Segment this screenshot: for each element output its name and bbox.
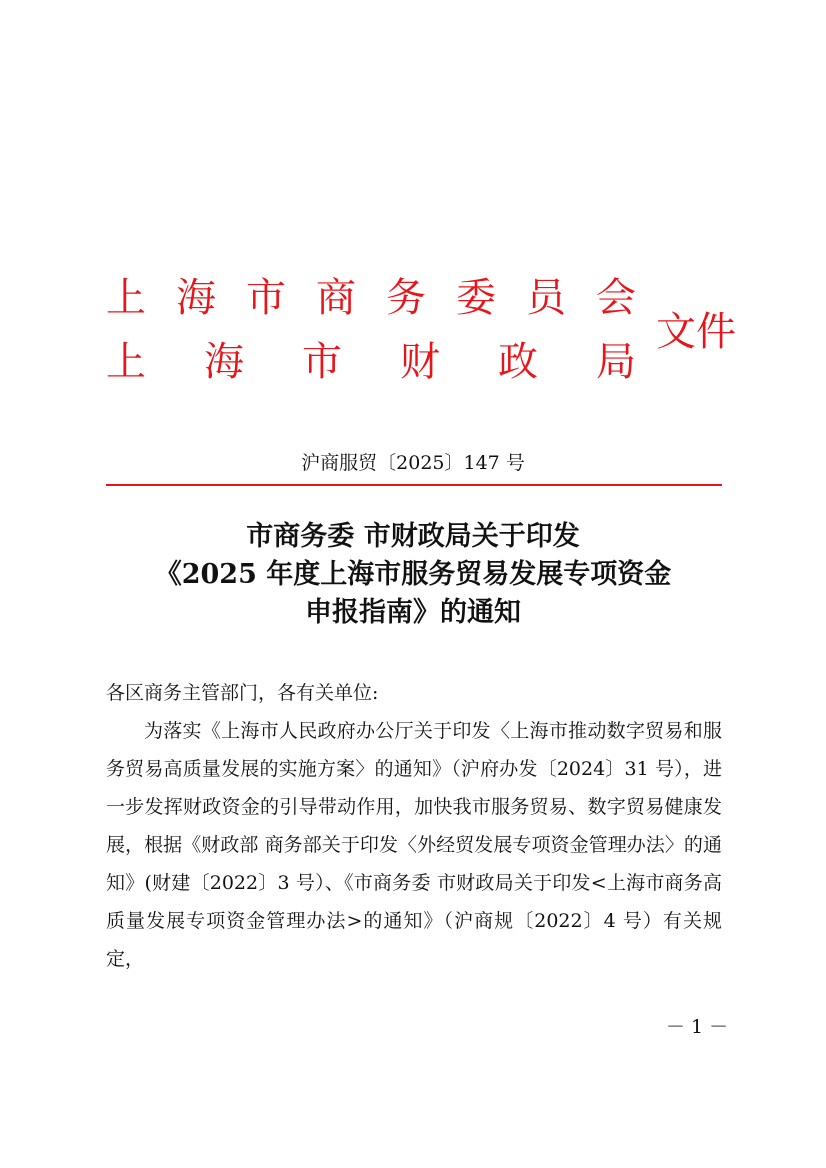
document-body xyxy=(106,674,722,978)
issuer-char: 商 xyxy=(316,275,356,321)
title-line-1: 市商务委 市财政局关于印发 xyxy=(246,521,580,552)
issuer-char: 会 xyxy=(596,275,636,321)
issuer-char: 务 xyxy=(386,275,426,321)
issuer-commerce-commission xyxy=(106,274,636,322)
issuer-char: 员 xyxy=(526,275,566,321)
page-number: － 1 － xyxy=(666,1016,729,1038)
issuer-char: 市 xyxy=(302,339,342,385)
issuer-char: 市 xyxy=(246,275,286,321)
red-divider xyxy=(106,484,722,486)
document-suffix: 文件 xyxy=(656,309,736,355)
issuer-char: 政 xyxy=(498,339,538,385)
issuer-char: 委 xyxy=(456,275,496,321)
title-line-2: 《2025 年度上海市服务贸易发展专项资金 xyxy=(154,559,672,590)
issuer-char: 局 xyxy=(596,339,636,385)
issuer-char: 海 xyxy=(204,339,244,385)
salutation: 各区商务主管部门，各有关单位: xyxy=(106,682,379,704)
issuer-finance-bureau xyxy=(106,338,636,386)
body-paragraph: 为落实《上海市人民政府办公厅关于印发〈上海市推动数字贸易和服务贸易高质量发展的实施方案〉的通知》（沪府办发〔2024〕31 号），进一步发挥财政资金的引导带动作用，加快我市服务贸易、数字贸易健康发展，根据《财政部 商务部关于印发〈外经贸发展专项资金管理办法〉的通知》(财建〔2022〕3 号）、《市商务委 市财政局关于印发<上海市商务高质量发展专项资金管理办法>的通知》（沪商规〔2022〕4 号）有关规定， xyxy=(106,720,722,970)
document-title xyxy=(0,518,826,632)
issuer-char: 上 xyxy=(106,339,146,385)
issuer-char: 财 xyxy=(400,339,440,385)
title-line-3: 申报指南》的通知 xyxy=(305,597,521,628)
document-header xyxy=(106,268,746,388)
issuer-char: 上 xyxy=(106,275,146,321)
issuer-char: 海 xyxy=(176,275,216,321)
document-number: 沪商服贸〔2025〕147 号 xyxy=(301,452,525,474)
